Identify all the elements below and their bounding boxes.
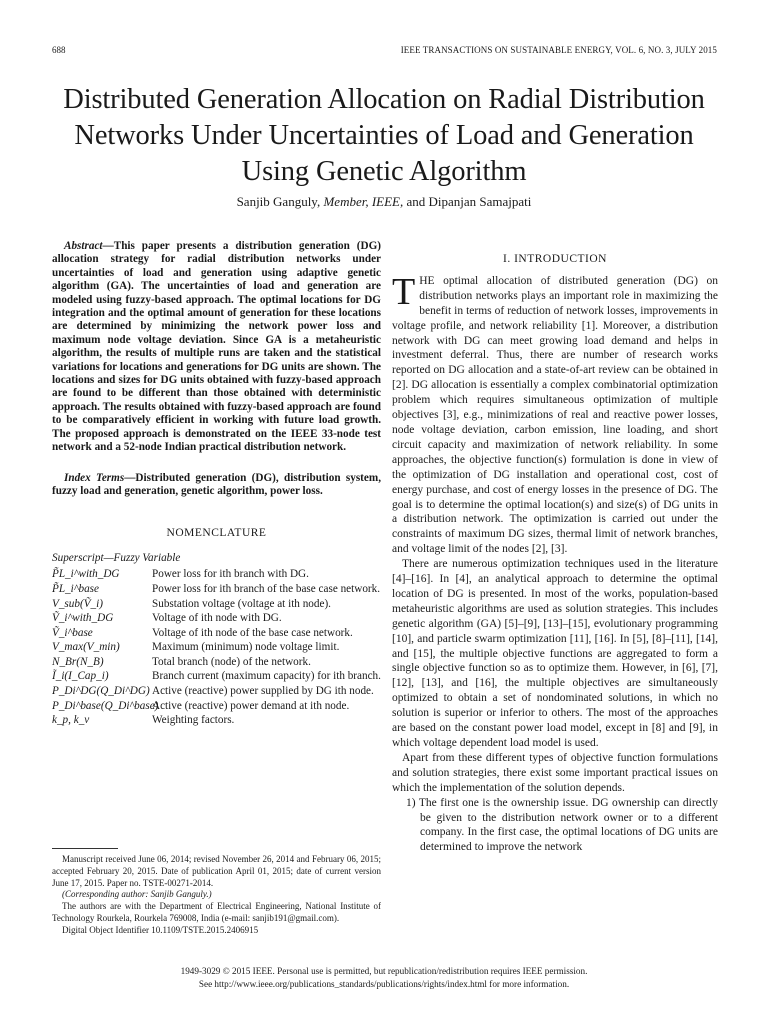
nomenclature-row	[52, 640, 381, 655]
copyright-footer	[0, 965, 768, 990]
nomenclature-row	[52, 669, 381, 684]
paper-title: Distributed Generation Allocation on Radial Distribution Networks Under Uncertainties of Load and Generation Using Genetic Algorithm	[63, 84, 705, 187]
nomenclature-row	[52, 699, 381, 714]
nomenclature-symbol: Ṽ_i^base	[52, 626, 93, 639]
nomenclature-row	[52, 611, 381, 626]
nomenclature-description: Active (reactive) power demand at ith node.	[152, 699, 350, 712]
nomenclature-description: Power loss for ith branch of the base case network.	[152, 582, 381, 595]
nomenclature-row	[52, 567, 381, 582]
index-terms-text: —Distributed generation (DG), distribution system, fuzzy load and generation, genetic algorithm, power loss.	[52, 471, 381, 497]
nomenclature-row	[52, 597, 381, 612]
nomenclature-description: Substation voltage (voltage at ith node).	[152, 597, 331, 610]
nomenclature-symbol: P̃L_i^base	[52, 582, 99, 595]
nomenclature-symbol: N_Br(N_B)	[52, 655, 104, 668]
nomenclature-description: Voltage of ith node of the base case network.	[152, 626, 353, 639]
author-1: Sanjib Ganguly,	[236, 194, 321, 209]
footnote-rule	[52, 848, 118, 849]
copyright-line-1: 1949-3029 © 2015 IEEE. Personal use is permitted, but republication/redistribution requires IEEE permission.	[180, 966, 588, 976]
nomenclature-symbol: k_p, k_v	[52, 714, 90, 727]
nomenclature-description: Maximum (minimum) node voltage limit.	[152, 641, 340, 654]
nomenclature-symbol: P_Di^base(Q_Di^base)	[52, 699, 159, 712]
author-line	[52, 194, 716, 210]
nomenclature-row	[52, 626, 381, 641]
abstract	[52, 240, 381, 455]
abstract-lead: Abstract	[64, 240, 103, 252]
nomenclature-symbol: P̃L_i^with_DG	[52, 568, 120, 581]
drop-cap: T	[392, 270, 416, 313]
nomenclature-symbol: Ṽ_i^with_DG	[52, 612, 114, 625]
nomenclature-row	[52, 713, 381, 728]
nomenclature-symbol: V_max(V_min)	[52, 641, 120, 654]
index-terms	[52, 472, 381, 499]
nomenclature-symbol: P_Di^DG(Q_Di^DG)	[52, 685, 150, 698]
page-number: 688	[52, 45, 66, 55]
footnote-received: Manuscript received June 06, 2014; revised November 26, 2014 and February 06, 2015; accepted February 20, 2015. Date of publication April 01, 2015; date of current version June 17, 2015. Paper no. TSTE-00271-2014.	[52, 854, 381, 888]
left-column	[52, 240, 381, 728]
footnote-affiliation: The authors are with the Department of Electrical Engineering, National Institute of Technology Rourkela, Rourkela 769008, India (e-mail: sanjib191@gmail.com).	[52, 901, 381, 923]
nomenclature-superscript-note: Superscript—Fuzzy Variable	[52, 551, 181, 564]
intro-heading: I. INTRODUCTION	[503, 253, 607, 265]
journal-header: IEEE TRANSACTIONS ON SUSTAINABLE ENERGY, VOL. 6, NO. 3, JULY 2015	[400, 45, 717, 55]
nomenclature-description: Branch current (maximum capacity) for ith branch.	[152, 670, 381, 683]
right-column	[392, 252, 718, 855]
author-2: and Dipanjan Samajpati	[406, 194, 532, 209]
intro-paragraph-1	[392, 270, 718, 557]
footnote	[52, 854, 381, 937]
intro-paragraph-1-text: HE optimal allocation of distributed generation (DG) on distribution networks plays an important role in maximizing the benefit in terms of reduction of network losses, improvements in voltage profile, and network reliability [1]. Moreover, a distribution network with DG can meet growing load demand and helps in investment deferral. Thus, there are number of research works reported on DG allocation and a state-of-art review can be obtained in [2]. DG allocation is essentially a complex combinatorial optimization problem which requires simultaneous optimization of multiple objectives [3], e.g., minimizations of real and reactive power losses, node voltage deviation, carbon emission, line loading, and short circuit capacity and maximization of network reliability. In some approaches, the objective function(s) formulation is done in view of the optimization of DG installation and operational cost, cost of energy purchase, and cost of energy losses in the presence of DG. The goal is to determine the optimal location(s) and size(s) of DG units in a distribution network. The optimization is carried out under the constraints of maximum DG sizes, thermal limit of network branches, and voltage limit of the nodes [2], [3].	[392, 274, 718, 556]
nomenclature-heading: NOMENCLATURE	[166, 527, 267, 540]
nomenclature-symbol: V_sub(Ṽ_i)	[52, 597, 103, 610]
nomenclature-description: Active (reactive) power supplied by DG ith node.	[152, 685, 374, 698]
abstract-text: —This paper presents a distribution generation (DG) allocation strategy for radial distribution networks under uncertainties of load and generation using adaptive genetic algorithm (GA). The uncertainties of load and generation are modeled using fuzzy-based approach. The optimal locations for DG integration and the optimal amount of generation for these locations are determined by minimizing the network power loss and maximum node voltage deviation. Since GA is a metaheuristic algorithm, the results of multiple runs are taken and the statistical variations for locations and generations for DG units are shown. The locations and sizes for DG units obtained with fuzzy-based approach are found to be different than those obtained with deterministic approach. The results obtained with fuzzy-based approach are found to be comparatively efficient in working with future load growth. The proposed approach is demonstrated on the IEEE 33-node test network and a 52-node Indian practical distribution network.	[52, 240, 381, 454]
nomenclature-table	[52, 551, 381, 728]
nomenclature-description: Weighting factors.	[152, 714, 235, 727]
author-membership: Member, IEEE,	[323, 194, 404, 209]
nomenclature-symbol: Ĩ_i(I_Cap_i)	[52, 670, 109, 683]
nomenclature-row	[52, 655, 381, 670]
nomenclature-row	[52, 582, 381, 597]
nomenclature-description: Total branch (node) of the network.	[152, 655, 311, 668]
footnote-doi: Digital Object Identifier 10.1109/TSTE.2015.2406915	[62, 924, 259, 935]
copyright-line-2: See http://www.ieee.org/publications_standards/publications/rights/index.html for more information.	[198, 978, 570, 989]
nomenclature-row	[52, 684, 381, 699]
intro-paragraph-3: Apart from these different types of objective function formulations and solution strategies, there exist some important practical issues on which the implementation of the solution depends.	[392, 751, 718, 794]
footnote-corresponding: (Corresponding author: Sanjib Ganguly.)	[62, 889, 212, 900]
index-terms-lead: Index Terms	[64, 471, 125, 484]
intro-list-item-1: 1) The first one is the ownership issue. DG ownership can directly be given to the distribution network owner or to a different company. In the first case, the optimal locations of DG units are determined to improve the network	[406, 796, 718, 854]
nomenclature-description: Voltage of ith node with DG.	[152, 612, 282, 625]
intro-paragraph-2: There are numerous optimization techniques used in the literature [4]–[16]. In [4], an analytical approach to determine the optimal location of DG is presented. In most of the works, population-based metaheuristic algorithms are used as solution strategies. This includes genetic algorithm (GA) [5]–[9], [13]–[15], evolutionary programming [10], and particle swarm optimization [11], [16]. In [5], [8]–[11], [14], and [15], the multiple objective functions are aggregated to form a single objective function so as to optimize them. However, in [6], [7], [12], [13], and [16], the multiple objectives are simultaneously optimized to obtain a set of nondominated solutions, in which no solution is superior or inferior to others. The most of the approaches are based on the constant power load model, except in [8] and [9], in which voltage dependent load model is used.	[392, 558, 718, 749]
nomenclature-description: Power loss for ith branch with DG.	[152, 568, 309, 581]
